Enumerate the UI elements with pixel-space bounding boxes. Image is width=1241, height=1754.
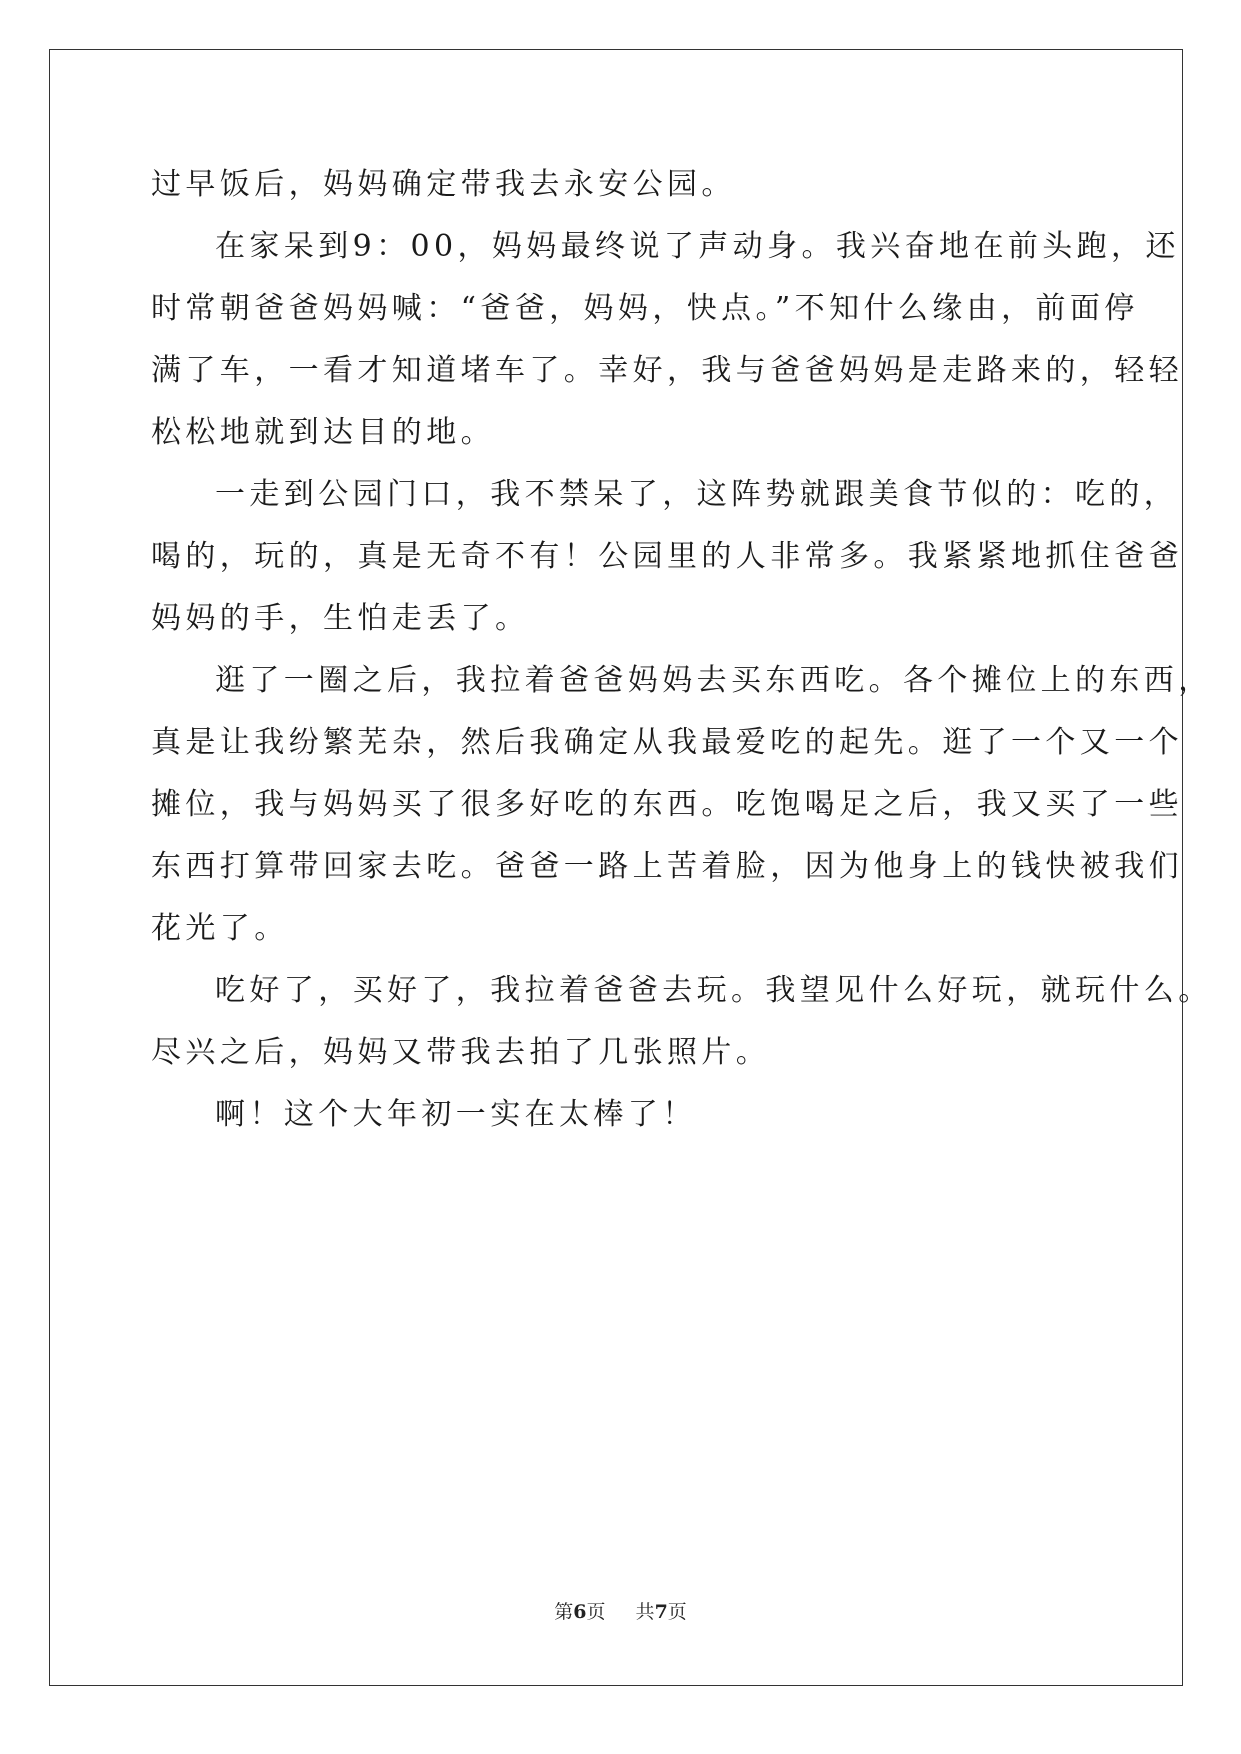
- text-line: 啊！这个大年初一实在太棒了！: [215, 1097, 697, 1132]
- text-line: 尽兴之后，妈妈又带我去拍了几张照片。: [151, 1035, 771, 1070]
- text-line: 过早饭后，妈妈确定带我去永安公园。: [151, 167, 736, 202]
- text-line: 一走到公园门口，我不禁呆了，这阵势就跟美食节似的：吃的，: [215, 477, 1179, 512]
- text-line: 妈妈的手，生怕走丢了。: [151, 601, 530, 636]
- page-current: 6: [573, 1601, 587, 1623]
- text-line: 花光了。: [151, 911, 289, 946]
- document-body: [151, 154, 1213, 1146]
- text-line: 东西打算带回家去吃。爸爸一路上苦着脸，因为他身上的钱快被我们: [151, 849, 1183, 884]
- text-line: 真是让我纷繁芜杂，然后我确定从我最爱吃的起先。逛了一个又一个: [151, 725, 1183, 760]
- text-line: 在家呆到9：00，妈妈最终说了声动身。我兴奋地在前头跑，还: [215, 229, 1180, 264]
- text-line: 逛了一圈之后，我拉着爸爸妈妈去买东西吃。各个摊位上的东西，: [215, 663, 1213, 698]
- text-line: 喝的，玩的，真是无奇不有！公园里的人非常多。我紧紧地抓住爸爸: [151, 539, 1183, 574]
- page-prefix: 第: [554, 1601, 574, 1623]
- page-number: [554, 1597, 605, 1624]
- text-line: 松松地就到达目的地。: [151, 415, 495, 450]
- total-suffix: 页: [667, 1601, 687, 1623]
- page-suffix: 页: [586, 1601, 606, 1623]
- text-line: 摊位，我与妈妈买了很多好吃的东西。吃饱喝足之后，我又买了一些: [151, 787, 1183, 822]
- text-line: 满了车，一看才知道堵车了。幸好，我与爸爸妈妈是走路来的，轻轻: [151, 353, 1183, 388]
- text-line: 吃好了，买好了，我拉着爸爸去玩。我望见什么好玩，就玩什么。: [215, 973, 1213, 1008]
- total-pages: 7: [654, 1601, 668, 1623]
- page-footer: [0, 1597, 1241, 1624]
- total-prefix: 共: [635, 1601, 655, 1623]
- page-total: [636, 1597, 687, 1624]
- text-line: 时常朝爸爸妈妈喊：“爸爸，妈妈，快点。”不知什么缘由，前面停: [151, 291, 1139, 326]
